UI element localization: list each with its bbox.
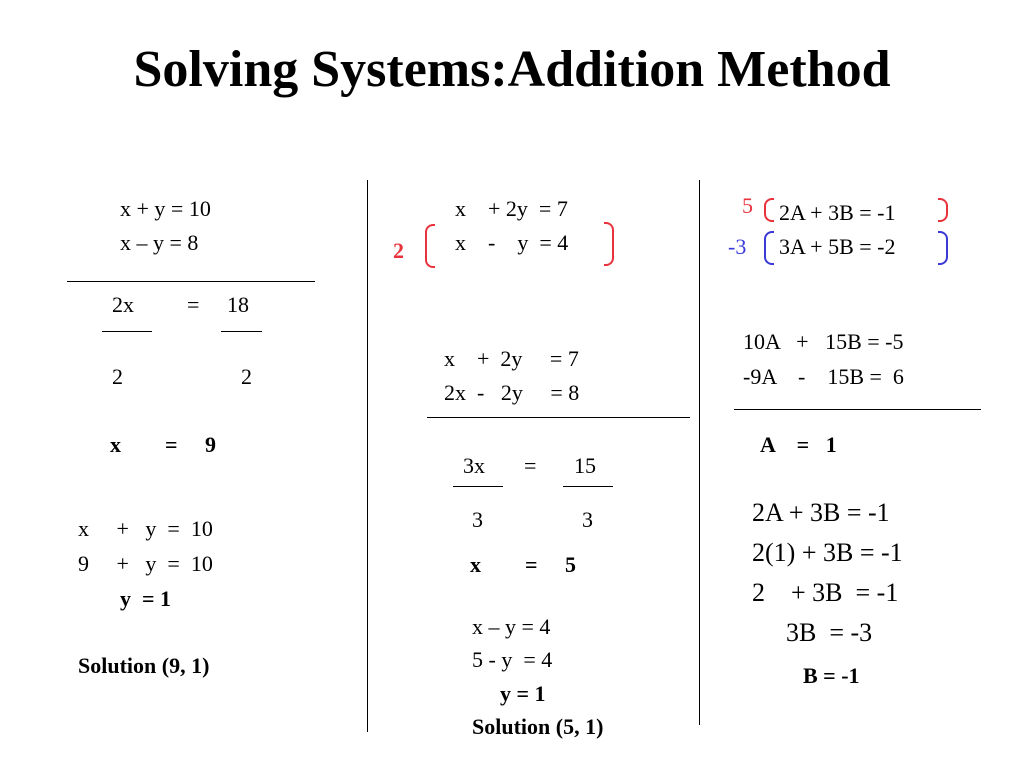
col1-substitution-2: 9 + y = 10	[78, 551, 213, 576]
col3-substitution-4: 3B = -3	[786, 618, 873, 647]
col1-fraction-bar-right	[221, 331, 262, 332]
col3-sum-line	[734, 409, 981, 410]
col3-blue-left-bracket	[764, 231, 774, 265]
page-title: Solving Systems:Addition Method	[133, 41, 891, 98]
col1-y-result: y = 1	[120, 586, 172, 611]
col2-solution: Solution (5, 1)	[472, 714, 604, 739]
col2-y-result: y = 1	[500, 681, 546, 706]
col2-new-equation-2: 2x - 2y = 8	[444, 380, 580, 405]
col1-sum-equals: =	[187, 292, 200, 317]
col3-equation-2: 3A + 5B = -2	[779, 234, 896, 259]
col3-b-result: B = -1	[803, 663, 860, 688]
col3-blue-right-bracket	[938, 231, 948, 265]
col2-left-bracket	[425, 224, 435, 268]
col1-sum-right: 18	[227, 292, 249, 317]
col3-new-equation-1: 10A + 15B = -5	[743, 329, 904, 354]
col1-equation-2: x – y = 8	[120, 230, 199, 255]
col2-fraction-bar-right	[563, 486, 613, 487]
col2-equation-2: x - y = 4	[455, 230, 569, 255]
col3-red-right-bracket	[938, 198, 948, 222]
column-divider-left	[367, 180, 368, 732]
col2-divisor-left: 3	[472, 507, 483, 532]
col1-substitution-1: x + y = 10	[78, 516, 213, 541]
col3-new-equation-2: -9A - 15B = 6	[743, 364, 904, 389]
col2-sum-line	[427, 417, 690, 418]
col1-divisor-left: 2	[112, 364, 123, 389]
col1-solution: Solution (9, 1)	[78, 653, 210, 678]
col2-right-bracket	[604, 222, 614, 266]
col3-red-left-bracket	[764, 198, 774, 222]
col1-sum-left: 2x	[112, 292, 134, 317]
col2-substitution-1: x – y = 4	[472, 614, 551, 639]
col3-equation-1: 2A + 3B = -1	[779, 200, 896, 225]
col1-equation-1: x + y = 10	[120, 196, 211, 221]
col2-equation-1: x + 2y = 7	[455, 196, 568, 221]
col2-sum-equals: =	[524, 453, 537, 478]
col3-multiplier-2: -3	[728, 234, 747, 259]
col3-substitution-2: 2(1) + 3B = -1	[752, 538, 903, 567]
col3-substitution-1: 2A + 3B = -1	[752, 498, 890, 527]
col2-multiplier: 2	[393, 238, 404, 263]
col2-fraction-bar-left	[453, 486, 503, 487]
col2-substitution-2: 5 - y = 4	[472, 647, 553, 672]
col2-divisor-right: 3	[582, 507, 593, 532]
col3-multiplier-1: 5	[742, 193, 753, 218]
column-divider-right	[699, 180, 700, 725]
col1-sum-line	[67, 281, 315, 282]
col2-sum-left: 3x	[463, 453, 485, 478]
col1-fraction-bar-left	[102, 331, 152, 332]
col2-x-result: x = 5	[470, 552, 577, 577]
col1-x-result: x = 9	[110, 432, 217, 457]
col3-a-result: A = 1	[760, 432, 837, 457]
col1-divisor-right: 2	[241, 364, 252, 389]
col3-substitution-3: 2 + 3B = -1	[752, 578, 899, 607]
col2-new-equation-1: x + 2y = 7	[444, 346, 579, 371]
col2-sum-right: 15	[574, 453, 596, 478]
